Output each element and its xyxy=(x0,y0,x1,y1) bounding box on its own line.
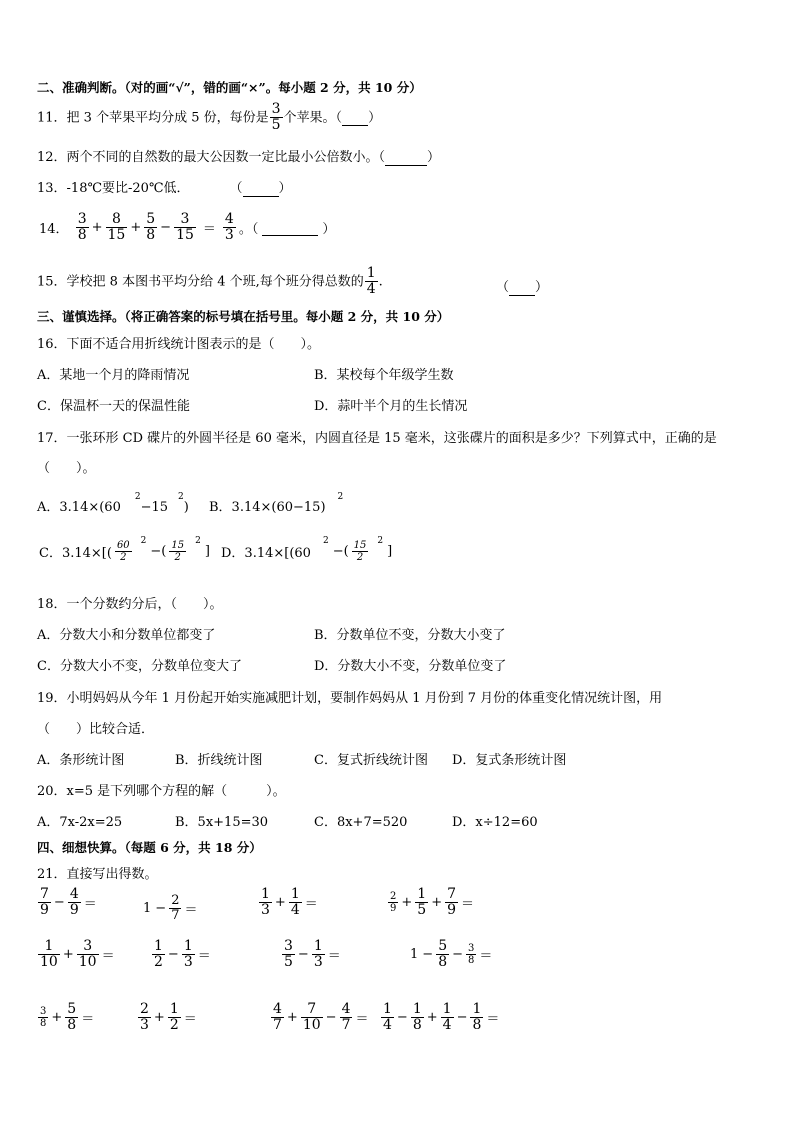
calc-3-2: $\frac{2}{3}$ + $\frac{1}{2}$ ＝ xyxy=(140,1001,197,1034)
calc-3-4: $\frac{1}{4}$ − $\frac{1}{8}$ + $\frac{1}{4}$ − $\frac{1}{8}$ ＝ xyxy=(383,1001,500,1034)
q20-option-d[interactable]: D．x÷12=60 xyxy=(452,815,538,830)
calc-2-2: $\frac{1}{2}$ − $\frac{1}{3}$ ＝ xyxy=(154,938,211,971)
question-18-stem: 18．一个分数约分后，（ ）。 xyxy=(37,597,223,612)
question-12: 12．两个不同的自然数的最大公因数一定比最小公倍数小。（ ） xyxy=(37,150,441,165)
fraction: $\frac{3}{8}$ xyxy=(77,211,87,244)
fraction: $\frac{3}{15}$ xyxy=(176,211,194,244)
question-16-stem: 16．下面不适合用折线统计图表示的是（ ）。 xyxy=(37,337,321,352)
question-19-stem-2: （ ）比较合适． xyxy=(37,722,155,737)
q17-option-a[interactable]: A．$3.14\times(60^2-15^2)$ xyxy=(37,492,189,515)
answer-blank[interactable] xyxy=(385,150,427,166)
q20-option-a[interactable]: A．7x-2x=25 xyxy=(37,815,123,830)
question-20-stem: 20．x=5 是下列哪个方程的解（ ）。 xyxy=(37,784,286,799)
fraction: $\frac{5}{8}$ xyxy=(146,211,156,244)
q19-option-a[interactable]: A．条形统计图 xyxy=(37,753,125,768)
question-17-stem: 17．一张环形 CD 碟片的外圆半径是 60 毫米，内圆直径是 15 毫米，这张碟片的面积是多少？下列算式中，正确的是 xyxy=(37,431,717,446)
fraction: $\frac{4}{3}$ xyxy=(224,211,234,244)
q19-option-c[interactable]: C．复式折线统计图 xyxy=(314,753,428,768)
section-2-header: 二、准确判断。（对的画“√”，错的画“×”。每小题 2 分，共 10 分） xyxy=(37,80,422,95)
question-21-stem: 21．直接写出得数。 xyxy=(37,867,158,882)
q17-option-c[interactable]: C．3.14×[( $\frac{60}{2}$ 2−( $\frac{15}{2}$ 2] xyxy=(39,536,210,563)
fraction: $\frac{8}{15}$ xyxy=(107,211,126,244)
fraction: $\frac{15}{2}$ xyxy=(353,540,367,563)
q18-option-b[interactable]: B．分数单位不变，分数大小变了 xyxy=(314,628,506,643)
fraction: $\frac{1}{4}$ xyxy=(366,265,376,298)
q17-option-d[interactable]: D．3.14×[(602−( $\frac{15}{2}$ 2] xyxy=(221,536,393,563)
question-15: 15．学校把 8 本图书平均分给 4 个班,每个班分得总数的 $\frac{1}{4}$ . xyxy=(37,265,383,298)
fraction: $\frac{3}{5}$ xyxy=(271,101,281,134)
q19-option-d[interactable]: D．复式条形统计图 xyxy=(452,753,567,768)
fraction: $\frac{60}{2}$ xyxy=(116,540,130,563)
q18-option-c[interactable]: C．分数大小不变，分数单位变大了 xyxy=(37,659,242,674)
question-13: 13．-18℃要比-20℃低． （ ） xyxy=(37,181,292,196)
question-15-answer: （ ） xyxy=(496,280,549,295)
answer-blank[interactable] xyxy=(509,280,535,296)
q17-option-b[interactable]: B．$3.14\times(60-15)^2$ xyxy=(209,492,344,515)
question-11: 11．把 3 个苹果平均分成 5 份，每份是 $\frac{3}{5}$ 个苹果。（ ） xyxy=(37,101,382,134)
q16-option-b[interactable]: B．某校每个年级学生数 xyxy=(314,368,454,383)
calc-1-1: $\frac{7}{9}$ − $\frac{4}{9}$ ＝ xyxy=(40,886,97,919)
q20-option-c[interactable]: C．8x+7=520 xyxy=(314,815,408,830)
q20-option-b[interactable]: B．5x+15=30 xyxy=(175,815,269,830)
calc-2-3: $\frac{3}{5}$ − $\frac{1}{3}$ ＝ xyxy=(284,938,341,971)
answer-blank[interactable] xyxy=(342,110,368,126)
q16-option-a[interactable]: A．某地一个月的降雨情况 xyxy=(37,368,190,383)
q18-option-d[interactable]: D．分数大小不变，分数单位变了 xyxy=(314,659,507,674)
question-17-stem-2: （ ）。 xyxy=(37,461,96,476)
calc-1-4: $\frac{2}{9}$ + $\frac{1}{5}$ + $\frac{7}{9}$ ＝ xyxy=(390,886,475,919)
calc-3-1: $\frac{3}{8}$ + $\frac{5}{8}$ ＝ xyxy=(40,1001,95,1034)
calc-3-3: $\frac{4}{7}$ + $\frac{7}{10}$ − $\frac{4}{7}$ ＝ xyxy=(273,1001,369,1034)
q19-option-b[interactable]: B．折线统计图 xyxy=(175,753,263,768)
answer-blank[interactable] xyxy=(262,220,318,236)
calc-2-1: $\frac{1}{10}$ + $\frac{3}{10}$ ＝ xyxy=(40,938,115,971)
question-19-stem: 19．小明妈妈从今年 1 月份起开始实施减肥计划，要制作妈妈从 1 月份到 7 月份的体重变化情况统计图，用 xyxy=(37,691,663,706)
answer-blank[interactable] xyxy=(243,181,279,197)
q11-text: 11．把 3 个苹果平均分成 5 份，每份是 xyxy=(37,110,269,126)
q16-option-c[interactable]: C．保温杯一天的保温性能 xyxy=(37,399,190,414)
calc-2-4: 1 − $\frac{5}{8}$ − $\frac{3}{8}$ ＝ xyxy=(410,938,493,971)
calc-1-2: 1 − $\frac{2}{7}$ ＝ xyxy=(143,893,198,924)
calc-1-3: $\frac{1}{3}$ + $\frac{1}{4}$ ＝ xyxy=(261,886,318,919)
section-4-header: 四、细想快算。（每题 6 分，共 18 分） xyxy=(37,840,262,855)
q16-option-d[interactable]: D．蒜叶半个月的生长情况 xyxy=(314,399,468,414)
fraction: $\frac{15}{2}$ xyxy=(171,540,185,563)
q18-option-a[interactable]: A．分数大小和分数单位都变了 xyxy=(37,628,216,643)
question-14: 14． $\frac{3}{8}$ + $\frac{8}{15}$ + $\frac{5}{8}$ − $\frac{3}{15}$ ＝ $\frac{4}{3}$ 。（ ） xyxy=(39,211,336,244)
section-3-header: 三、谨慎选择。（将正确答案的标号填在括号里。每小题 2 分，共 10 分） xyxy=(37,309,450,324)
